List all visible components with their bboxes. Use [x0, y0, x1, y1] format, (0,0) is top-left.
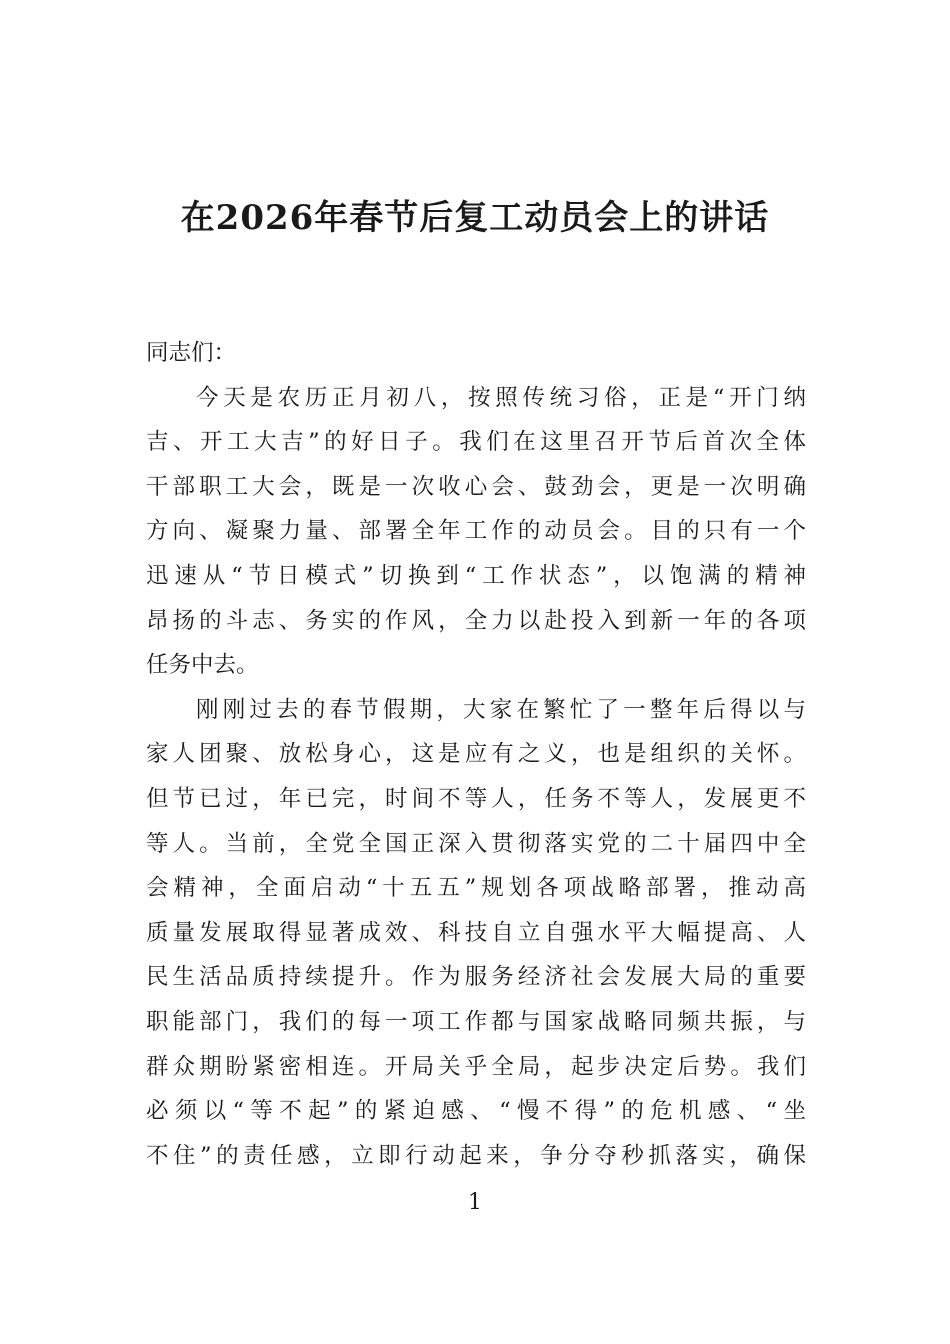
- paragraph-line: 迅速从“节日模式”切换到“工作状态”，以饱满的精神: [146, 562, 806, 589]
- salutation: 同志们：: [146, 340, 237, 366]
- paragraph-line: 昂扬的斗志、务实的作风，全力以赴投入到新一年的各项: [146, 607, 806, 634]
- paragraph-line: 刚刚过去的春节假期，大家在繁忙了一整年后得以与: [196, 696, 806, 723]
- paragraph-line: 干部职工大会，既是一次收心会、鼓劲会，更是一次明确: [146, 473, 806, 500]
- paragraph-line: 必须以“等不起”的紧迫感、“慢不得”的危机感、“坐: [146, 1098, 806, 1125]
- paragraph-line: 会精神，全面启动“十五五”规划各项战略部署，推动高: [146, 875, 806, 902]
- paragraph-line: 不住”的责任感，立即行动起来，争分夺秒抓落实，确保: [146, 1142, 806, 1169]
- document-title: 在2026年春节后复工动员会上的讲话: [180, 198, 770, 238]
- paragraph-line: 民生活品质持续提升。作为服务经济社会发展大局的重要: [146, 964, 806, 991]
- paragraph-line: 今天是农历正月初八，按照传统习俗，正是“开门纳: [196, 384, 806, 411]
- paragraph-line: 职能部门，我们的每一项工作都与国家战略同频共振，与: [146, 1008, 806, 1035]
- paragraph-2: [146, 688, 806, 1179]
- paragraph-line: 等人。当前，全党全国正深入贯彻落实党的二十届四中全: [146, 830, 806, 857]
- paragraph-line: 任务中去。: [146, 652, 259, 679]
- paragraph-1: [146, 376, 806, 688]
- paragraph-line: 吉、开工大吉”的好日子。我们在这里召开节后首次全体: [146, 429, 806, 456]
- paragraph-line: 质量发展取得显著成效、科技自立自强水平大幅提高、人: [146, 919, 806, 946]
- page-number: 1: [468, 1190, 482, 1215]
- paragraph-line: 群众期盼紧密相连。开局关乎全局，起步决定后势。我们: [146, 1053, 806, 1080]
- document-body: [146, 331, 806, 1178]
- paragraph-line: 家人团聚、放松身心，这是应有之义，也是组织的关怀。: [146, 741, 806, 768]
- paragraph-line: 方向、凝聚力量、部署全年工作的动员会。目的只有一个: [146, 518, 806, 545]
- paragraph-line: 但节已过，年已完，时间不等人，任务不等人，发展更不: [146, 785, 806, 812]
